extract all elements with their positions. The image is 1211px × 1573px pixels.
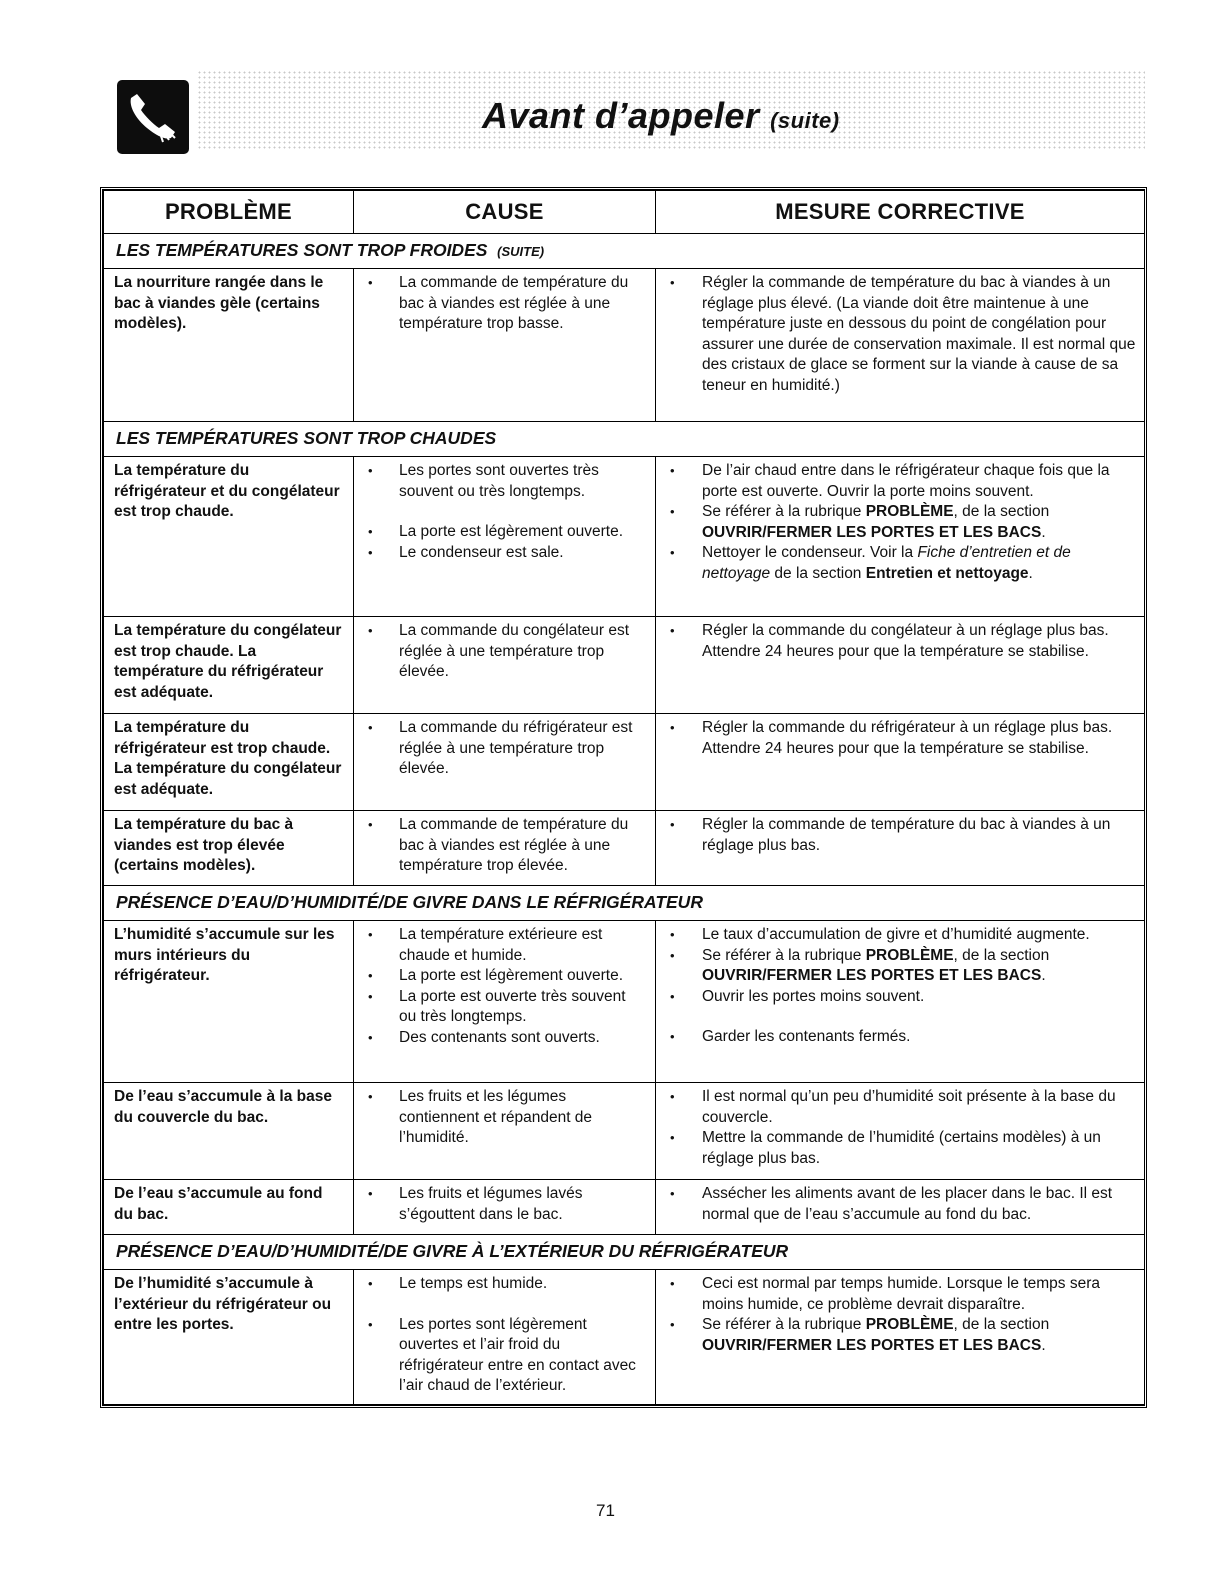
cause-item: • Les portes sont légèrement ouvertes et l’air froid du réfrigérateur entre en contact avec l’air chaud de l’extérieur. xyxy=(354,1315,647,1397)
table-row xyxy=(104,714,1145,811)
table-row xyxy=(104,1270,1145,1405)
cause-item: • Les fruits et légumes lavés s’égouttent dans le bac. xyxy=(354,1184,647,1225)
action-item: • Régler la commande du congélateur à un réglage plus bas. Attendre 24 heures pour que la température se stabilise. xyxy=(656,621,1136,662)
cause-cell xyxy=(354,457,656,617)
cause-item: • La porte est légèrement ouverte. xyxy=(354,522,647,543)
cause-item: • La porte est légèrement ouverte. xyxy=(354,966,647,987)
cause-item: • Le condenseur est sale. xyxy=(354,543,647,564)
cause-item: • La commande du congélateur est réglée à une température trop élevée. xyxy=(354,621,647,683)
action-item: • Ceci est normal par temps humide. Lorsque le temps sera moins humide, ce problème devrait disparaître. xyxy=(656,1274,1136,1315)
problem-cell: La température du réfrigérateur et du congélateur est trop chaude. xyxy=(104,457,354,617)
cause-item: • La commande de température du bac à viandes est réglée à une température trop élevée. xyxy=(354,815,647,877)
cause-cell xyxy=(354,1270,656,1405)
action-item: • Il est normal qu’un peu d’humidité soit présente à la base du couvercle. xyxy=(656,1087,1136,1128)
table-row xyxy=(104,617,1145,714)
action-cell xyxy=(656,811,1145,886)
table-row xyxy=(104,269,1145,422)
phone-icon xyxy=(117,80,189,154)
column-header-problem: PROBLÈME xyxy=(104,191,354,234)
action-item: • Se référer à la rubrique PROBLÈME, de la section OUVRIR/FERMER LES PORTES ET LES BACS. xyxy=(656,502,1136,543)
cause-cell xyxy=(354,714,656,811)
action-cell xyxy=(656,1180,1145,1235)
cause-item: • Le temps est humide. xyxy=(354,1274,647,1295)
problem-cell: La température du congélateur est trop chaude. La température du réfrigérateur est adéquate. xyxy=(104,617,354,714)
action-cell xyxy=(656,714,1145,811)
action-cell xyxy=(656,269,1145,422)
cause-cell xyxy=(354,811,656,886)
problem-cell: L’humidité s’accumule sur les murs intérieurs du réfrigérateur. xyxy=(104,921,354,1083)
page-title: Avant d’appeler (suite) xyxy=(482,95,840,136)
section-title: LES TEMPÉRATURES SONT TROP CHAUDES xyxy=(104,422,1145,457)
table-row xyxy=(104,921,1145,1083)
action-cell xyxy=(656,1083,1145,1180)
problem-cell: La nourriture rangée dans le bac à viandes gèle (certains modèles). xyxy=(104,269,354,422)
problem-cell: De l’humidité s’accumule à l’extérieur du réfrigérateur ou entre les portes. xyxy=(104,1270,354,1405)
cause-cell xyxy=(354,269,656,422)
cause-cell xyxy=(354,1083,656,1180)
section-row xyxy=(104,234,1145,269)
column-header-cause: CAUSE xyxy=(354,191,656,234)
table-row xyxy=(104,811,1145,886)
action-item: • Mettre la commande de l’humidité (certains modèles) à un réglage plus bas. xyxy=(656,1128,1136,1169)
action-item: • Se référer à la rubrique PROBLÈME, de la section OUVRIR/FERMER LES PORTES ET LES BACS. xyxy=(656,946,1136,987)
section-row xyxy=(104,422,1145,457)
action-item: • De l’air chaud entre dans le réfrigérateur chaque fois que la porte est ouverte. Ouvrir la porte moins souvent. xyxy=(656,461,1136,502)
section-title: LES TEMPÉRATURES SONT TROP FROIDES (SUITE) xyxy=(104,234,1145,269)
cause-cell xyxy=(354,921,656,1083)
cause-item: • Des contenants sont ouverts. xyxy=(354,1028,647,1049)
action-cell xyxy=(656,457,1145,617)
title-suffix: (suite) xyxy=(770,108,840,133)
section-title: PRÉSENCE D’EAU/D’HUMIDITÉ/DE GIVRE À L’EXTÉRIEUR DU RÉFRIGÉRATEUR xyxy=(104,1235,1145,1270)
troubleshooting-table xyxy=(100,187,1147,1408)
cause-item: • La commande du réfrigérateur est réglée à une température trop élevée. xyxy=(354,718,647,780)
page-header xyxy=(117,62,1145,152)
table-row xyxy=(104,1083,1145,1180)
action-item: • Garder les contenants fermés. xyxy=(656,1027,1136,1048)
problem-cell: La température du bac à viandes est trop élevée (certains modèles). xyxy=(104,811,354,886)
problem-cell: De l’eau s’accumule au fond du bac. xyxy=(104,1180,354,1235)
problem-cell: De l’eau s’accumule à la base du couvercle du bac. xyxy=(104,1083,354,1180)
section-title: PRÉSENCE D’EAU/D’HUMIDITÉ/DE GIVRE DANS LE RÉFRIGÉRATEUR xyxy=(104,886,1145,921)
action-item: • Nettoyer le condenseur. Voir la Fiche d’entretien et de nettoyage de la section Entretien et nettoyage. xyxy=(656,543,1136,584)
cause-item: • La température extérieure est chaude et humide. xyxy=(354,925,647,966)
table-header-row xyxy=(104,191,1145,234)
problem-cell: La température du réfrigérateur est trop chaude. La température du congélateur est adéquate. xyxy=(104,714,354,811)
column-header-action: MESURE CORRECTIVE xyxy=(656,191,1145,234)
action-cell xyxy=(656,617,1145,714)
page-number: 71 xyxy=(596,1501,615,1520)
section-row xyxy=(104,1235,1145,1270)
action-item: • Se référer à la rubrique PROBLÈME, de la section OUVRIR/FERMER LES PORTES ET LES BACS. xyxy=(656,1315,1136,1356)
action-item: • Assécher les aliments avant de les placer dans le bac. Il est normal que de l’eau s’accumule au fond du bac. xyxy=(656,1184,1136,1225)
action-item: • Ouvrir les portes moins souvent. xyxy=(656,987,1136,1008)
cause-item: • Les portes sont ouvertes très souvent ou très longtemps. xyxy=(354,461,647,502)
cause-item: • La commande de température du bac à viandes est réglée à une température trop basse. xyxy=(354,273,647,335)
action-item: • Régler la commande du réfrigérateur à un réglage plus bas. Attendre 24 heures pour que la température se stabilise. xyxy=(656,718,1136,759)
action-cell xyxy=(656,1270,1145,1405)
action-cell xyxy=(656,921,1145,1083)
action-item: • Régler la commande de température du bac à viandes à un réglage plus élevé. (La viande doit être maintenue à une température juste en dessous du point de congélation pour assurer une durée de conservation maximale. Il est normal que des cristaux de glace se forment sur la viande à cause de sa teneur en humidité.) xyxy=(656,273,1136,396)
cause-item: • La porte est ouverte très souvent ou très longtemps. xyxy=(354,987,647,1028)
cause-cell xyxy=(354,1180,656,1235)
table-row xyxy=(104,457,1145,617)
table-row xyxy=(104,1180,1145,1235)
cause-cell xyxy=(354,617,656,714)
action-item: • Le taux d’accumulation de givre et d’humidité augmente. xyxy=(656,925,1136,946)
cause-item: • Les fruits et les légumes contiennent et répandent de l’humidité. xyxy=(354,1087,647,1149)
section-row xyxy=(104,886,1145,921)
action-item: • Régler la commande de température du bac à viandes à un réglage plus bas. xyxy=(656,815,1136,856)
